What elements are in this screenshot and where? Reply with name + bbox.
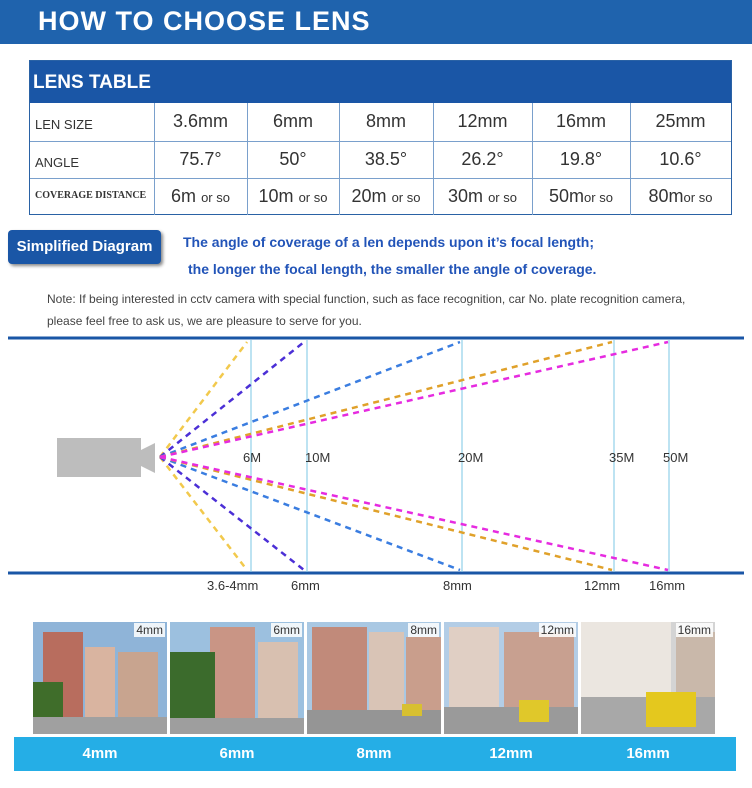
page-title: HOW TO CHOOSE LENS xyxy=(38,6,371,36)
angle-cell: 19.8° xyxy=(559,149,603,169)
lens-table-header xyxy=(30,61,731,103)
distance-cell: 10m or so xyxy=(258,186,328,206)
bottom-label: 16mm xyxy=(626,745,670,762)
angle-cell: 50° xyxy=(279,149,307,169)
distance-label: 50M xyxy=(663,450,689,465)
distance-cell: 50mor so xyxy=(549,186,613,206)
ray-16mm-top xyxy=(160,342,668,457)
row-label-len-size: LEN SIZE xyxy=(35,117,93,132)
angle-cell: 10.6° xyxy=(659,149,702,169)
photo-label: 16mm xyxy=(677,623,711,637)
angle-cell: 38.5° xyxy=(364,149,408,169)
bottom-label: 12mm xyxy=(489,745,533,762)
title-banner xyxy=(0,0,752,44)
bottom-label: 4mm xyxy=(82,745,118,762)
ray-12mm-bottom xyxy=(160,457,612,570)
distance-cell: 80mor so xyxy=(648,186,713,206)
simplified-diagram-badge: Simplified Diagram xyxy=(8,230,161,264)
ray-6mm-bottom xyxy=(160,457,304,570)
ray-6mm-top xyxy=(160,342,304,457)
camera-body xyxy=(57,438,141,477)
row-label-coverage: COVERAGE DISTANCE xyxy=(35,190,147,201)
sample-photo-4mm xyxy=(33,622,167,734)
bottom-label: 8mm xyxy=(356,745,392,762)
size-cell: 6mm xyxy=(273,111,313,131)
distance-label: 35M xyxy=(609,450,635,465)
explanation-line-2: the longer the focal length, the smaller the angle of coverage. xyxy=(188,261,597,277)
sample-photo-6mm xyxy=(170,622,304,734)
ray-8mm-top xyxy=(160,342,460,457)
note-line-1: Note: If being interested in cctv camera with special function, such as face recognition, car No. plate recognition camera, xyxy=(47,292,686,306)
distance-cell: 6m or so xyxy=(171,186,230,206)
photo-label: 4mm xyxy=(136,623,163,637)
size-cell: 12mm xyxy=(457,111,508,131)
table-divider xyxy=(30,178,731,179)
lens-label: 8mm xyxy=(443,578,472,593)
distance-cell: 20m or so xyxy=(351,186,421,206)
distance-label: 6M xyxy=(243,450,262,465)
lens-label: 6mm xyxy=(291,578,320,593)
photo-label: 6mm xyxy=(273,623,300,637)
distance-cell: 30m or so xyxy=(448,186,517,206)
photo-label: 12mm xyxy=(540,623,574,637)
lens-label: 3.6-4mm xyxy=(207,578,259,593)
photo-label: 8mm xyxy=(410,623,437,637)
table-divider xyxy=(30,141,731,142)
sample-photo-12mm xyxy=(444,622,578,734)
bottom-label: 6mm xyxy=(219,745,255,762)
coverage-diagram xyxy=(0,334,752,596)
ray-8mm-bottom xyxy=(160,457,460,570)
distance-label: 20M xyxy=(458,450,484,465)
note-line-2: please feel free to ask us, we are pleasure to serve for you. xyxy=(47,314,362,328)
size-cell: 3.6mm xyxy=(172,111,228,131)
size-cell: 16mm xyxy=(555,111,606,131)
angle-cell: 75.7° xyxy=(179,149,222,169)
row-label-angle: ANGLE xyxy=(35,155,80,170)
size-cell: 8mm xyxy=(366,111,406,131)
sample-photo-8mm xyxy=(307,622,441,734)
bottom-label-bar xyxy=(14,737,736,771)
lens-table-title: LENS TABLE xyxy=(33,72,151,93)
explanation-line-1: The angle of coverage of a len depends upon it’s focal length; xyxy=(183,234,594,250)
ray-16mm-bottom xyxy=(160,457,668,570)
lens-label: 12mm xyxy=(584,578,621,593)
distance-label: 10M xyxy=(305,450,331,465)
angle-cell: 26.2° xyxy=(461,149,504,169)
ray-12mm-top xyxy=(160,342,612,457)
size-cell: 25mm xyxy=(655,111,706,131)
lens-label: 16mm xyxy=(649,578,686,593)
camera-lens xyxy=(141,443,155,473)
lens-table xyxy=(29,60,732,215)
sample-photo-16mm xyxy=(581,622,715,734)
